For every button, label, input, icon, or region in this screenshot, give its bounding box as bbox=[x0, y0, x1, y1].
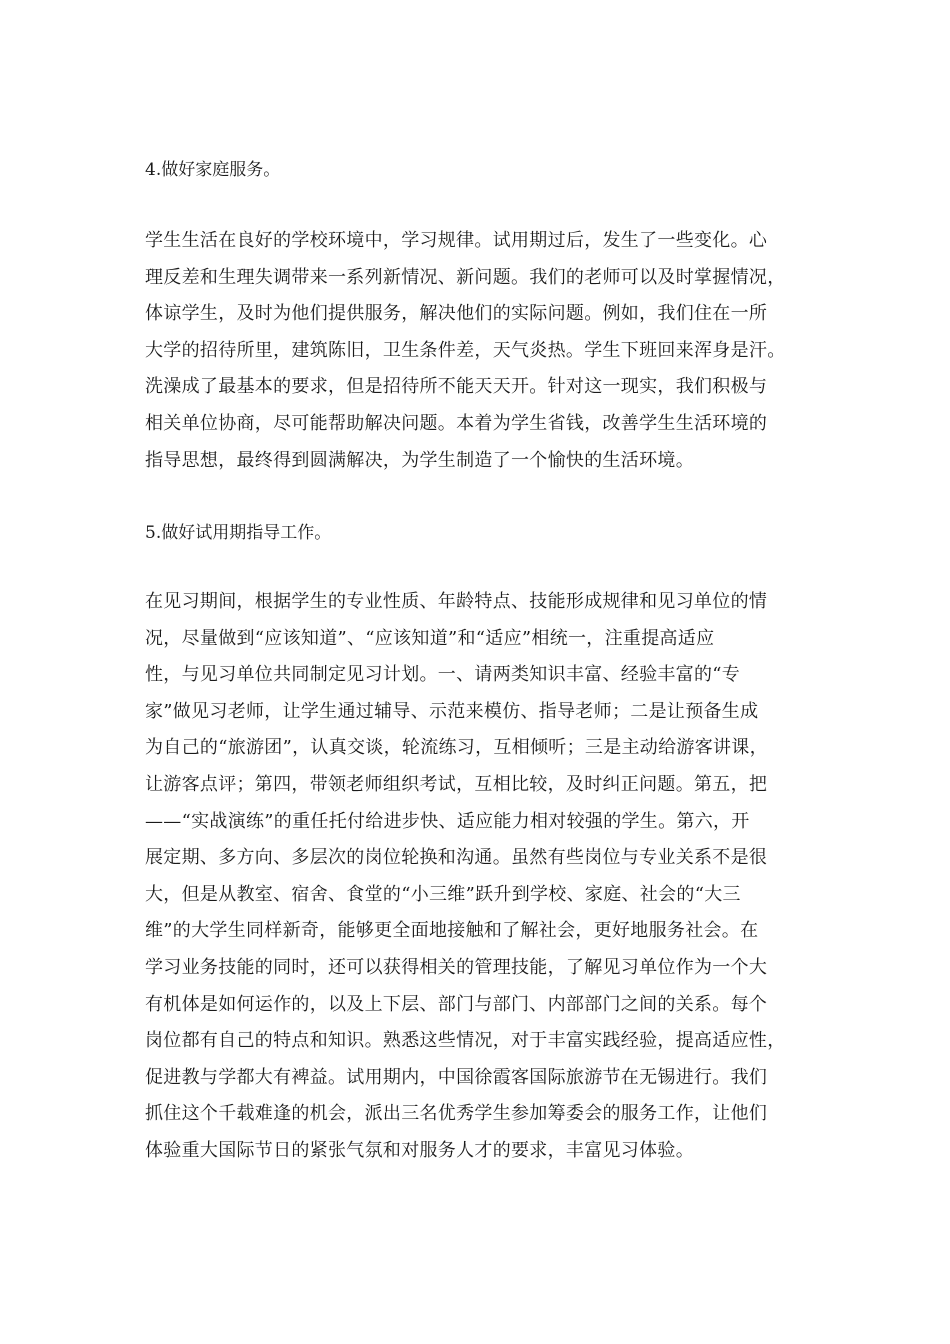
paragraph-line: 展定期、多方向、多层次的岗位轮换和沟通。虽然有些岗位与专业关系不是很 bbox=[145, 847, 768, 869]
paragraph-line: 相关单位协商，尽可能帮助解决问题。本着为学生省钱，改善学生生活环境的 bbox=[145, 412, 768, 434]
paragraph-line: 况，尽量做到“应该知道”、“应该知道”和“适应”相统一，注重提高适应 bbox=[145, 627, 715, 649]
paragraph-line: ——“实战演练”的重任托付给进步快、适应能力相对较强的学生。第六，开 bbox=[145, 810, 750, 832]
paragraph-line: 维”的大学生同样新奇，能够更全面地接触和了解社会，更好地服务社会。在 bbox=[145, 920, 759, 942]
paragraph-line: 岗位都有自己的特点和知识。熟悉这些情况，对于丰富实践经验，提高适应性， bbox=[145, 1030, 786, 1052]
paragraph-line: 为自己的“旅游团”，认真交谈，轮流练习，互相倾听；三是主动给游客讲课， bbox=[145, 737, 768, 759]
paragraph-line: 让游客点评；第四，带领老师组织考试，互相比较，及时纠正问题。第五，把 bbox=[145, 773, 768, 795]
paragraph-line: 学习业务技能的同时，还可以获得相关的管理技能，了解见习单位作为一个大 bbox=[145, 956, 768, 978]
paragraph-line: 促进教与学都大有裨益。试用期内，中国徐霞客国际旅游节在无锡进行。我们 bbox=[145, 1066, 768, 1088]
paragraph-line: 大学的招待所里，建筑陈旧，卫生条件差，天气炎热。学生下班回来浑身是汗。 bbox=[145, 339, 786, 361]
paragraph-line: 体验重大国际节日的紧张气氛和对服务人才的要求，丰富见习体验。 bbox=[145, 1139, 694, 1161]
paragraph-line: 家”做见习老师，让学生通过辅导、示范来模仿、指导老师；二是让预备生成 bbox=[145, 700, 759, 722]
paragraph-line: 指导思想，最终得到圆满解决，为学生制造了一个愉快的生活环境。 bbox=[145, 449, 694, 471]
paragraph-line: 在见习期间，根据学生的专业性质、年龄特点、技能形成规律和见习单位的情 bbox=[145, 591, 768, 612]
section-5-heading: 5.做好试用期指导工作。 bbox=[145, 523, 332, 543]
paragraph-line: 大，但是从教室、宿舍、食堂的“小三维”跃升到学校、家庭、社会的“大三 bbox=[145, 883, 741, 905]
section-5-paragraph bbox=[145, 584, 815, 1170]
paragraph-line: 抓住这个千载难逢的机会，派出三名优秀学生参加筹委会的服务工作，让他们 bbox=[145, 1103, 768, 1125]
paragraph-line: 性，与见习单位共同制定见习计划。一、请两类知识丰富、经验丰富的“专 bbox=[145, 664, 741, 686]
paragraph-line: 理反差和生理失调带来一系列新情况、新问题。我们的老师可以及时掌握情况， bbox=[145, 266, 786, 288]
paragraph-line: 学生生活在良好的学校环境中，学习规律。试用期过后，发生了一些变化。心 bbox=[145, 230, 768, 251]
section-4-heading: 4.做好家庭服务。 bbox=[145, 160, 281, 180]
paragraph-line: 洗澡成了最基本的要求，但是招待所不能天天开。针对这一现实，我们积极与 bbox=[145, 376, 768, 398]
paragraph-line: 有机体是如何运作的，以及上下层、部门与部门、内部部门之间的关系。每个 bbox=[145, 993, 768, 1015]
section-4-paragraph bbox=[145, 223, 815, 479]
paragraph-line: 体谅学生，及时为他们提供服务，解决他们的实际问题。例如，我们住在一所 bbox=[145, 303, 768, 325]
